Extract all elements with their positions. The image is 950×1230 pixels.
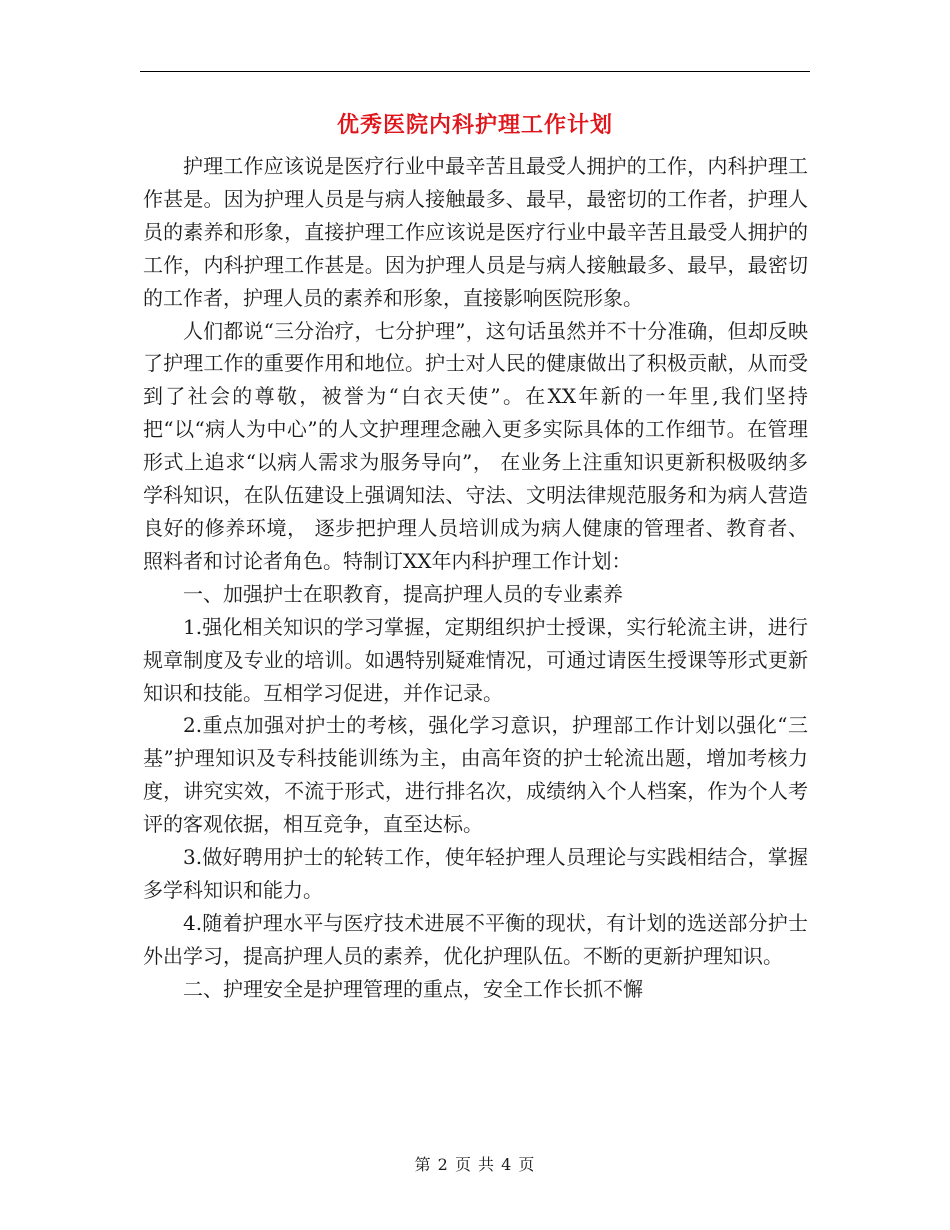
header-rule (140, 71, 810, 72)
document-title: 优秀医院内科护理工作计划 (336, 112, 613, 138)
section-heading-1: 一、加强护士在职教育，提高护理人员的专业素养 (183, 581, 623, 606)
page-number: 第 2 页 共 4 页 (414, 1155, 536, 1174)
intro-paragraph: 护理工作应该说是医疗行业中最辛苦且最受人拥护的工作，内科护理工作甚是。因为护理人员是与病人接触最多、最早，最密切的工作者，护理人员的素养和形象，直接护理工作应该说是医疗行业中最辛苦且最受人拥护的工作，内科护理工作甚是。因为护理人员是与病人接触最多、最早，最密切的工作者，护理人员的素养和形象，直接影响医院形象。 (143, 154, 808, 310)
list-item-2: 2.重点加强对护士的考核，强化学习意识，护理部工作计划以强化“三基”护理知识及专科技能训练为主，由高年资的护士轮流出题，增加考核力度，讲究实效，不流于形式，进行排名次，成绩纳入个人档案，作为个人考评的客观依据，相互竞争，直至达标。 (143, 713, 808, 837)
list-item-4: 4.随着护理水平与医疗技术进展不平衡的现状，有计划的选送部分护士外出学习，提高护理人员的素养，优化护理队伍。不断的更新护理知识。 (143, 910, 808, 968)
document-body (143, 150, 808, 1006)
list-item-3: 3.做好聘用护士的轮转工作，使年轻护理人员理论与实践相结合，掌握多学科知识和能力。 (143, 845, 808, 902)
section-heading-2: 二、护理安全是护理管理的重点，安全工作长抓不懈 (183, 976, 643, 1001)
list-item-1: 1.强化相关知识的学习掌握，定期组织护士授课，实行轮流主讲，进行规章制度及专业的培训。如遇特别疑难情况，可通过请医生授课等形式更新知识和技能。互相学习促进，并作记录。 (143, 614, 808, 705)
background-paragraph: 人们都说“三分治疗，七分护理”，这句话虽然并不十分准确，但却反映了护理工作的重要作用和地位。护士对人民的健康做出了积极贡献，从而受到了社会的尊敬，被誉为“白衣天使”。在XX年新的一年里,我们坚持把“以“病人为中心”的人文护理理念融入更多实际具体的工作细节。在管理形式上追求“以病人需求为服务导向”， 在业务上注重知识更新积极吸纳多学科知识，在队伍建设上强调知法、守法、文明法律规范服务和为病人营造良好的修养环境， 逐步把护理人员培训成为病人健康的管理者、教育者、 照料者和讨论者角色。特制订XX年内科护理工作计划： (143, 318, 808, 573)
